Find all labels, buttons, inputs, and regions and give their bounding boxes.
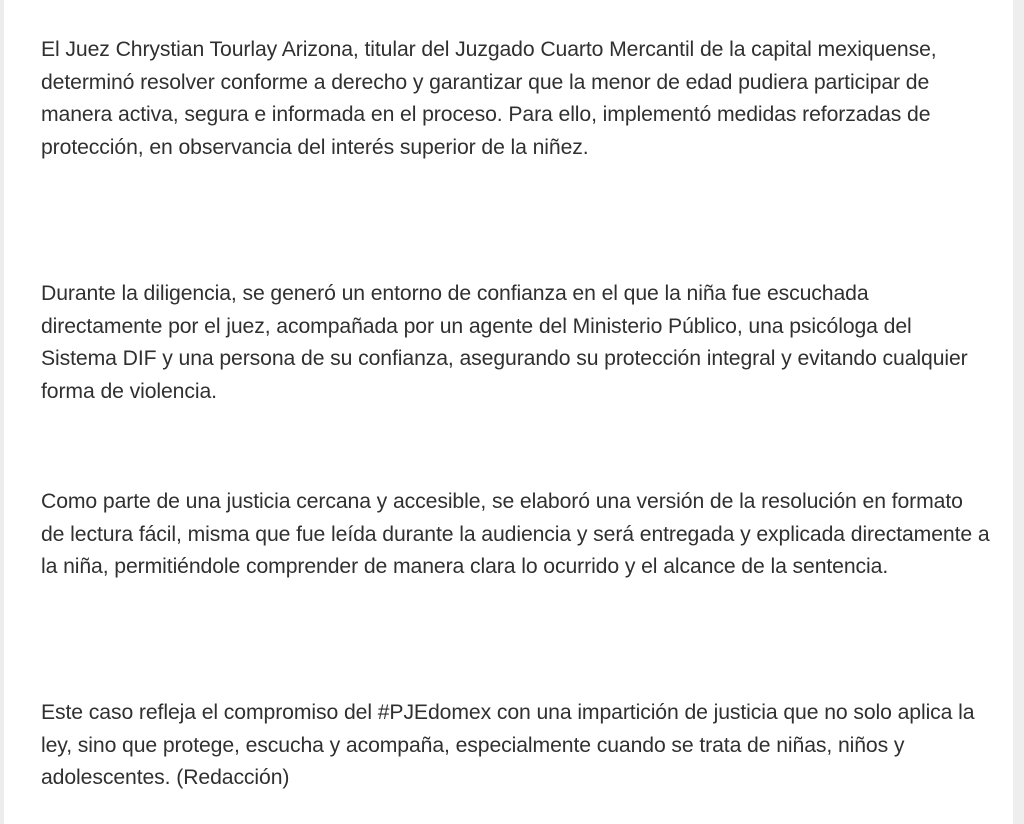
article-paragraph-4: Este caso refleja el compromiso del #PJEdomex con una impartición de justicia que no solo aplica la ley, sino que protege, escucha y acompaña, especialmente cuando se trata de niñas, niños y adolescentes. (Redacción) [41,701,975,790]
right-border [1013,0,1024,824]
article-paragraph-2: Durante la diligencia, se generó un entorno de confianza en el que la niña fue escuchada directamente por el juez, acompañada por un agente del Ministerio Público, una psicóloga del Sistema DIF y una persona de su confianza, asegurando su protección integral y evitando cualquier forma de violencia. [41,282,968,403]
left-border [0,0,4,824]
article-paragraph-3: Como parte de una justicia cercana y accesible, se elaboró una versión de la resolución en formato de lectura fácil, misma que fue leída durante la audiencia y será entregada y explicada directamente a la niña, permitiéndole comprender de manera clara lo ocurrido y el alcance de la sentencia. [41,490,990,579]
article-paragraph-1: El Juez Chrystian Tourlay Arizona, titular del Juzgado Cuarto Mercantil de la capital mexiquense, determinó resolver conforme a derecho y garantizar que la menor de edad pudiera participar de manera activa, segura e informada en el proceso. Para ello, implementó medidas reforzadas de protección, en observancia del interés superior de la niñez. [41,38,937,159]
